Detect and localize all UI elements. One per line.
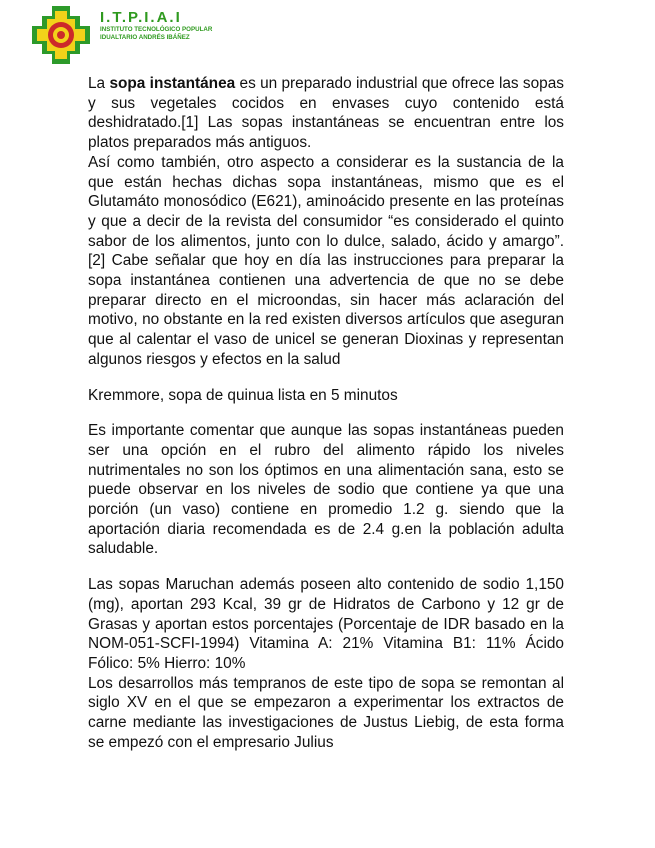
- paragraph-intro: [88, 74, 564, 153]
- institution-subtitle-1: INSTITUTO TECNOLÓGICO POPULAR: [100, 26, 213, 33]
- institution-name: I.T.P.I.A.I: [100, 9, 182, 26]
- paragraph-history: Los desarrollos más tempranos de este tipo de sopa se remontan al siglo XV en el que se empezaron a experimentar los extractos de carne mediante las investigaciones de Justus Liebig, de esta forma se empezó con el empresario Julius: [88, 674, 564, 751]
- paragraph-nutrition: Es importante comentar que aunque las sopas instantáneas pueden ser una opción en el rubro del alimento rápido los niveles nutrimentales no son los óptimos en una alimentación sana, esto se puede observar en los niveles de sodio que contiene ya que una porción (un vaso) contiene en promedio 1.2 g. siendo que la aportación diaria recomendada es de 2.4 g.en la población adulta saludable.: [88, 422, 564, 558]
- institution-brand: [100, 9, 212, 42]
- intro-bold-term: sopa instantánea: [109, 75, 236, 92]
- paragraph-maruchan: Las sopas Maruchan además poseen alto contenido de sodio 1,150 (mg), aportan 293 Kcal, 39 gr de Hidratos de Carbono y 12 gr de Grasas y aportan estos porcentajes (Porcentaje de IDR basado en la NOM-051-SCFI-1994) Vitamina A: 21% Vitamina B1: 11% Ácido Fólico: 5% Hierro: 10%: [88, 576, 564, 672]
- institution-logo: [30, 4, 92, 66]
- document-body: [88, 74, 564, 753]
- intro-prefix: La: [88, 75, 110, 92]
- intro-rest: es un preparado industrial que ofrece las sopas y sus vegetales cocidos en envases cuyo contenido está deshidratado.[1] Las sopas instantáneas se encuentran entre los platos preparados más antiguos.: [88, 75, 564, 152]
- institution-subtitle-2: IDUALTARIO ANDRÉS IBÁÑEZ: [100, 34, 190, 41]
- paragraph-glutamate: Así como también, otro aspecto a considerar es la sustancia de la que están hechas dichas sopa instantáneas, mismo que es el Glutamáto monosódico (E621), aminoácido presente en las proteínas y que a decir de la revista del consumidor “es considerado el quinto sabor de los alimentos, junto con lo dulce, salado, ácido y amargo”.[2] Cabe señalar que hoy en día las instrucciones para preparar la sopa instantánea contienen una advertencia de que no se debe preparar directo en el microondas, sin hacer más aclaración del motivo, no obstante en la red existen diversos artículos que aseguran que al calentar el vaso de unicel se generan Dioxinas y representan algunos riesgos y efectos en la salud: [88, 153, 564, 368]
- paragraph-caption: Kremmore, sopa de quinua lista en 5 minutos: [88, 386, 398, 404]
